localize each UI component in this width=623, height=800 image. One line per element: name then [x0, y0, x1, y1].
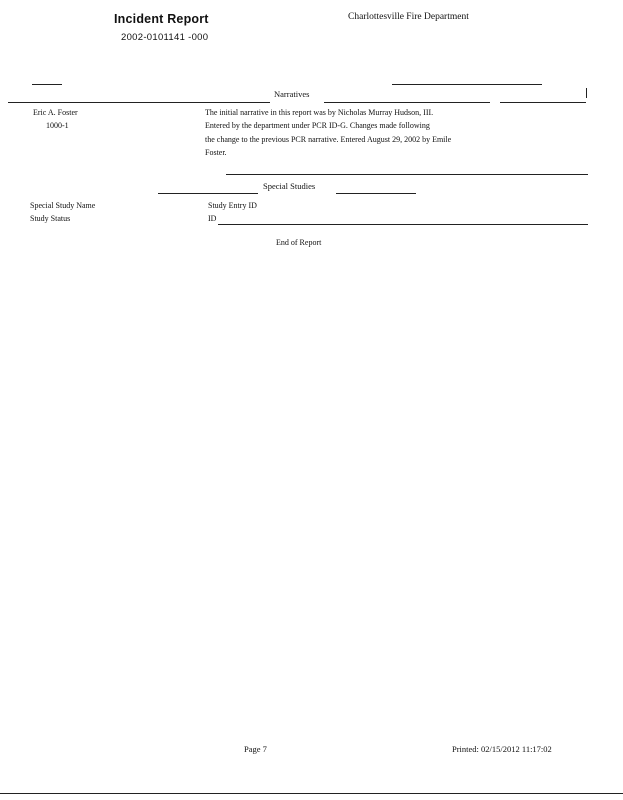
- narratives-top-rule-right: [392, 84, 542, 85]
- special-study-row1-label: Special Study Name: [30, 201, 96, 210]
- narrative-text: [205, 106, 577, 160]
- narrative-line: The initial narrative in this report was by Nicholas Murray Hudson, III.: [205, 108, 434, 117]
- special-studies-rule-right: [336, 193, 416, 194]
- narrative-line: Entered by the department under PCR ID-G. Changes made following: [205, 121, 430, 131]
- page-number: Page 7: [244, 744, 267, 754]
- narratives-heading-rule-right: [324, 102, 490, 103]
- special-study-row1-value: Study Entry ID: [208, 201, 257, 210]
- narrative-author-id: 1000-1: [46, 121, 69, 130]
- report-title: Incident Report: [114, 12, 209, 26]
- special-studies-heading: Special Studies: [263, 181, 316, 191]
- department-name: Charlottesville Fire Department: [348, 12, 469, 22]
- special-study-row2-value: ID: [208, 214, 217, 223]
- page-bottom-rule: [0, 793, 623, 794]
- narratives-top-rule-left: [32, 84, 62, 85]
- end-of-report-note: End of Report: [276, 238, 322, 247]
- narratives-heading-rule-left: [8, 102, 270, 103]
- narrative-line: Foster.: [205, 148, 227, 158]
- printed-timestamp: Printed: 02/15/2012 11:17:02: [452, 744, 552, 754]
- narratives-heading: Narratives: [274, 89, 310, 99]
- narrative-line: the change to the previous PCR narrative. Entered August 29, 2002 by Emile: [205, 134, 452, 144]
- narratives-bracket-tick: [586, 88, 587, 98]
- narratives-heading-rule-far-right: [500, 102, 586, 103]
- narratives-bottom-rule: [226, 174, 588, 175]
- special-study-row2-label: Study Status: [30, 214, 71, 223]
- narrative-author-name: Eric A. Foster: [33, 108, 78, 117]
- incident-number: 2002-0101141 -000: [121, 32, 209, 43]
- special-studies-rule-left: [158, 193, 258, 194]
- special-studies-bottom-rule: [218, 224, 588, 225]
